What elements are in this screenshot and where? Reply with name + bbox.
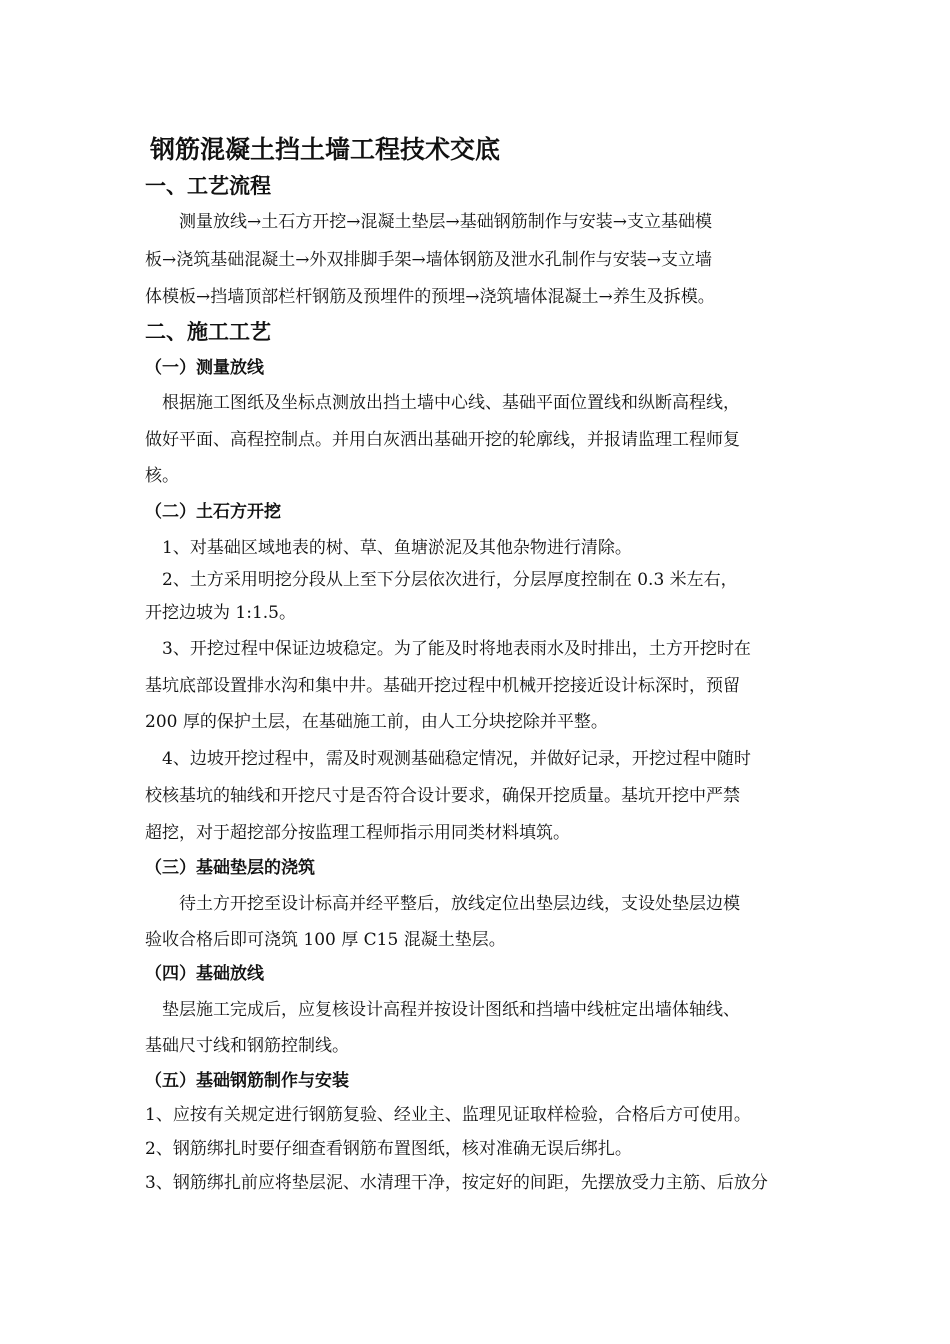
section-heading-construction-process: 二、施工工艺 [145, 319, 271, 344]
paragraph-line: 板→浇筑基础混凝土→外双排脚手架→墙体钢筋及泄水孔制作与安装→支立墙 [145, 250, 712, 270]
paragraph-line: 基坑底部设置排水沟和集中井。基础开挖过程中机械开挖接近设计标深时，预留 [145, 676, 740, 696]
subsection-heading-excavation: （二）土石方开挖 [145, 502, 281, 522]
paragraph-line: 2、土方采用明挖分段从上至下分层依次进行，分层厚度控制在 0.3 米左右， [145, 570, 738, 590]
paragraph-line: 待土方开挖至设计标高并经平整后，放线定位出垫层边线，支设处垫层边模 [145, 894, 740, 914]
paragraph-line: 1、应按有关规定进行钢筋复验、经业主、监理见证取样检验，合格后方可使用。 [145, 1105, 751, 1125]
subsection-heading-foundation-setout: （四）基础放线 [145, 964, 264, 984]
paragraph-line: 4、边坡开挖过程中，需及时观测基础稳定情况，并做好记录，开挖过程中随时 [145, 749, 751, 769]
paragraph-line: 根据施工图纸及坐标点测放出挡土墙中心线、基础平面位置线和纵断高程线， [145, 393, 740, 413]
paragraph-line: 200 厚的保护土层，在基础施工前，由人工分块挖除并平整。 [145, 712, 608, 732]
paragraph-line: 3、开挖过程中保证边坡稳定。为了能及时将地表雨水及时排出，土方开挖时在 [145, 639, 751, 659]
section-heading-process-flow: 一、工艺流程 [145, 173, 271, 198]
document-title: 钢筋混凝土挡土墙工程技术交底 [150, 135, 501, 164]
paragraph-line: 垫层施工完成后，应复核设计高程并按设计图纸和挡墙中线桩定出墙体轴线、 [145, 1000, 740, 1020]
paragraph-line: 基础尺寸线和钢筋控制线。 [145, 1036, 349, 1056]
paragraph-line: 3、钢筋绑扎前应将垫层泥、水清理干净，按定好的间距，先摆放受力主筋、后放分 [145, 1173, 768, 1193]
subsection-heading-rebar: （五）基础钢筋制作与安装 [145, 1071, 349, 1091]
paragraph-line: 1、对基础区域地表的树、草、鱼塘淤泥及其他杂物进行清除。 [145, 538, 632, 558]
paragraph-line: 测量放线→土石方开挖→混凝土垫层→基础钢筋制作与安装→支立基础模 [145, 212, 712, 232]
paragraph-line: 验收合格后即可浇筑 100 厚 C15 混凝土垫层。 [145, 930, 506, 950]
subsection-heading-survey: （一）测量放线 [145, 358, 264, 378]
paragraph-line: 超挖，对于超挖部分按监理工程师指示用同类材料填筑。 [145, 823, 570, 843]
subsection-heading-cushion-pouring: （三）基础垫层的浇筑 [145, 858, 315, 878]
paragraph-line: 做好平面、高程控制点。并用白灰洒出基础开挖的轮廓线，并报请监理工程师复 [145, 430, 740, 450]
paragraph-line: 2、钢筋绑扎时要仔细查看钢筋布置图纸，核对准确无误后绑扎。 [145, 1139, 632, 1159]
paragraph-line: 校核基坑的轴线和开挖尺寸是否符合设计要求，确保开挖质量。基坑开挖中严禁 [145, 786, 740, 806]
paragraph-line: 核。 [145, 466, 179, 486]
paragraph-line: 开挖边坡为 1:1.5。 [145, 603, 296, 623]
paragraph-line: 体模板→挡墙顶部栏杆钢筋及预埋件的预埋→浇筑墙体混凝土→养生及拆模。 [145, 287, 715, 307]
